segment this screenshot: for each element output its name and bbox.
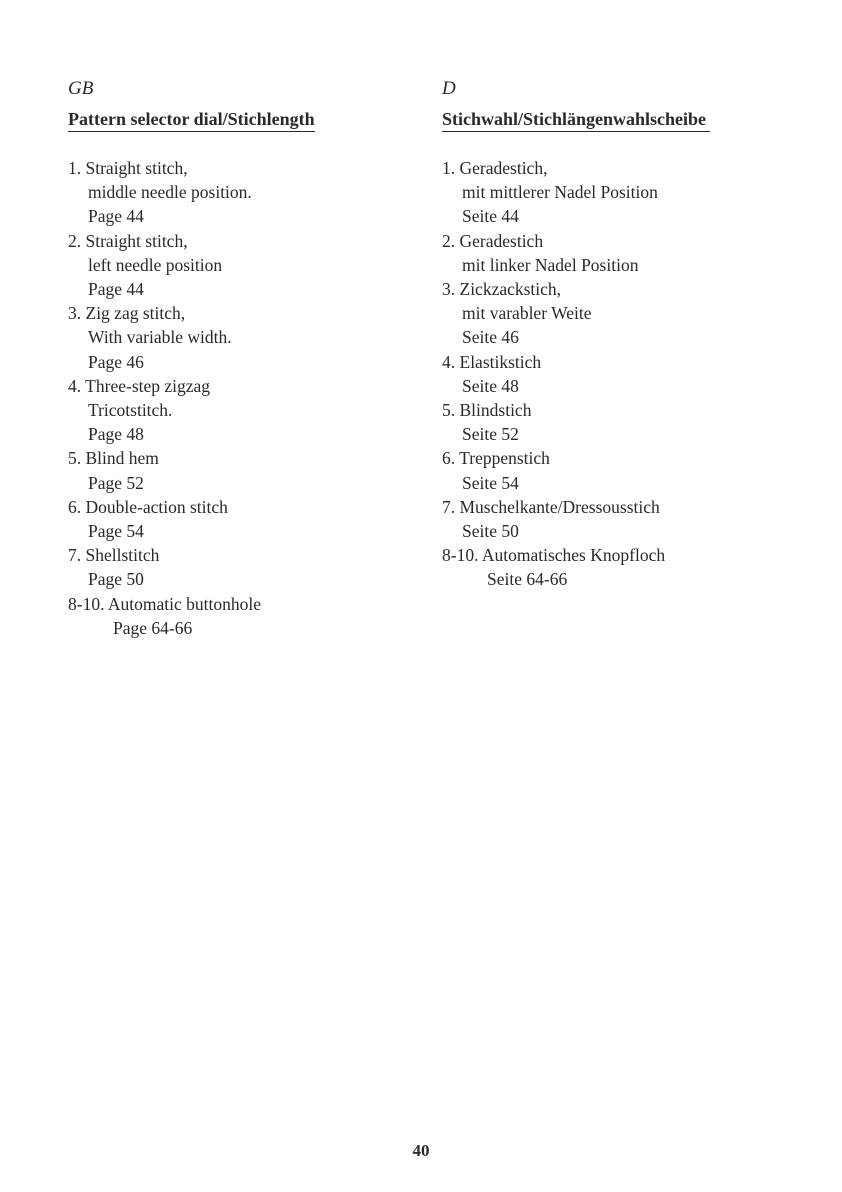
- stitch-list-gb: [68, 156, 398, 640]
- english-column: [68, 78, 398, 640]
- list-item: [68, 229, 398, 302]
- item-label: 4. Elastikstich: [442, 351, 542, 372]
- item-label: 7. Muschelkante/Dressousstich: [442, 496, 660, 517]
- language-code-gb: GB: [68, 78, 94, 99]
- item-label: 6. Treppenstich: [442, 448, 550, 469]
- item-page-ref: Page 44: [88, 279, 144, 300]
- item-detail: With variable width.: [88, 327, 232, 348]
- item-detail: Tricotstitch.: [88, 400, 173, 421]
- list-item: [68, 374, 398, 447]
- item-label: 1. Straight stitch,: [68, 158, 188, 178]
- list-item: [442, 156, 782, 229]
- item-detail: mit mittlerer Nadel Position: [462, 182, 658, 203]
- item-label: 2. Straight stitch,: [68, 230, 188, 251]
- list-item: [442, 350, 782, 398]
- item-page-ref: Seite 48: [462, 375, 519, 396]
- item-label: 8-10. Automatic buttonhole: [68, 593, 261, 614]
- section-title-gb: Pattern selector dial/Stichlength: [68, 108, 315, 132]
- item-label: 3. Zig zag stitch,: [68, 303, 186, 324]
- list-item: [442, 543, 782, 591]
- list-item: [68, 446, 398, 494]
- list-item: [68, 592, 398, 640]
- item-page-ref: Page 44: [88, 206, 144, 227]
- german-column: [442, 78, 782, 592]
- stitch-list-d: [442, 156, 782, 592]
- item-page-ref: Seite 46: [462, 327, 519, 348]
- list-item: [442, 398, 782, 446]
- item-page-ref: Seite 64-66: [487, 569, 568, 590]
- list-item: [68, 543, 398, 591]
- item-page-ref: Seite 44: [462, 206, 519, 227]
- item-label: 5. Blind hem: [68, 448, 159, 469]
- section-title-d: Stichwahl/Stichlängenwahlscheibe: [442, 108, 710, 132]
- item-label: 8-10. Automatisches Knopfloch: [442, 545, 666, 566]
- item-label: 7. Shellstitch: [68, 545, 160, 566]
- language-code-d: D: [442, 78, 456, 99]
- item-label: 5. Blindstich: [442, 400, 532, 421]
- list-item: [442, 495, 782, 543]
- item-page-ref: Page 54: [88, 521, 144, 542]
- item-page-ref: Seite 54: [462, 472, 519, 493]
- item-page-ref: Seite 50: [462, 521, 519, 542]
- item-page-ref: Page 48: [88, 424, 144, 445]
- item-page-ref: Seite 52: [462, 424, 519, 445]
- item-label: 3. Zickzackstich,: [442, 279, 562, 300]
- item-page-ref: Page 52: [88, 472, 144, 493]
- item-label: 2. Geradestich: [442, 230, 544, 251]
- item-label: 1. Geradestich,: [442, 158, 548, 178]
- list-item: [442, 277, 782, 350]
- item-detail: middle needle position.: [88, 182, 252, 203]
- item-label: 4. Three-step zigzag: [68, 375, 211, 396]
- list-item: [68, 156, 398, 229]
- page-number: 40: [412, 1141, 430, 1160]
- item-detail: left needle position: [88, 254, 223, 275]
- item-page-ref: Page 50: [88, 569, 144, 590]
- item-page-ref: Page 46: [88, 351, 144, 372]
- list-item: [68, 495, 398, 543]
- list-item: [442, 229, 782, 277]
- list-item: [68, 301, 398, 374]
- item-detail: mit linker Nadel Position: [462, 254, 639, 275]
- item-detail: mit varabler Weite: [462, 303, 592, 324]
- list-item: [442, 446, 782, 494]
- item-page-ref: Page 64-66: [113, 617, 193, 638]
- item-label: 6. Double-action stitch: [68, 496, 228, 517]
